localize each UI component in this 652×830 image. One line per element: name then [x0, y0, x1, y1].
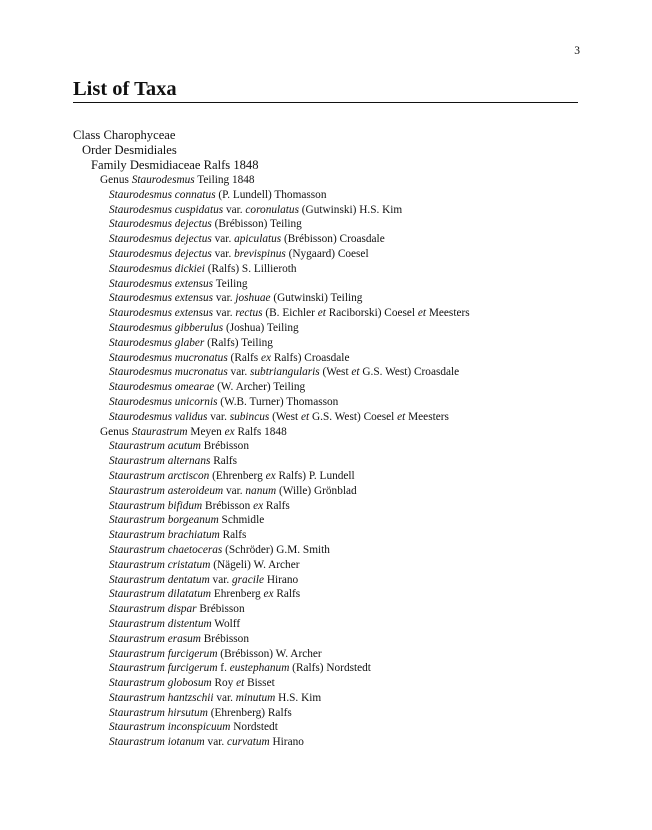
taxon-name-italic: Staurodesmus validus [109, 410, 208, 423]
taxon-text: Order Desmidiales [82, 143, 177, 157]
species-entry [73, 306, 593, 321]
taxon-name-italic: Staurodesmus omearae [109, 381, 215, 394]
species-entry [73, 365, 593, 380]
taxon-text: Nordstedt [230, 721, 278, 734]
taxon-name-italic: Staurastrum acutum [109, 440, 201, 453]
species-entry [73, 587, 593, 602]
taxa-list [73, 128, 593, 750]
taxon-text: G.S. West) Croasdale [359, 366, 460, 379]
species-entry [73, 735, 593, 750]
genus-entry [73, 425, 593, 440]
taxon-name-italic: coronulatus [245, 203, 299, 216]
taxon-text: (Ralfs) Teiling [204, 336, 273, 349]
species-entry [73, 262, 593, 277]
taxon-name-italic: Staurodesmus dejectus [109, 247, 212, 260]
taxon-text: var. [209, 573, 233, 586]
taxon-text: Genus [100, 425, 132, 438]
species-entry [73, 454, 593, 469]
taxon-text: (Gutwinski) Teiling [270, 292, 363, 305]
taxon-name-italic: ex [253, 499, 264, 512]
taxon-name-italic: Staurastrum borgeanum [109, 514, 219, 527]
taxon-name-italic: brevispinus [234, 247, 286, 260]
taxon-text: H.S. Kim [275, 691, 322, 704]
taxon-name-italic: nanum [245, 484, 277, 497]
taxon-name-italic: gracile [232, 573, 265, 586]
taxon-name-italic: subtriangularis [250, 366, 320, 379]
taxon-text: Hirano [264, 573, 299, 586]
species-entry [73, 203, 593, 218]
taxon-name-italic: Staurodesmus [131, 174, 195, 186]
taxon-name-italic: apiculatus [234, 233, 282, 246]
species-entry [73, 691, 593, 706]
taxon-text: (West [319, 366, 352, 379]
taxon-name-italic: Staurastrum chaetoceras [109, 543, 223, 556]
taxon-name-italic: Staurodesmus unicornis [109, 395, 218, 408]
taxon-text: var. [211, 247, 235, 260]
taxon-text: G.S. West) Coesel [309, 410, 398, 423]
species-entry [73, 439, 593, 454]
species-entry [73, 513, 593, 528]
taxon-name-italic: Staurodesmus extensus [109, 277, 214, 290]
taxon-name-italic: Staurastrum erasum [109, 632, 201, 645]
taxon-text: (Ehrenberg) Ralfs [207, 706, 292, 719]
family-entry [73, 158, 593, 173]
taxon-text: Wolff [211, 617, 241, 630]
taxon-text: Ralfs [219, 529, 247, 542]
taxon-text: (Ralfs [227, 351, 261, 364]
species-entry [73, 484, 593, 499]
taxon-name-italic: Staurastrum dentatum [109, 573, 210, 586]
taxon-text: (B. Eichler [262, 307, 318, 320]
taxon-name-italic: ex [261, 351, 272, 364]
species-entry [73, 706, 593, 721]
taxon-name-italic: Staurodesmus cuspidatus [109, 203, 224, 216]
taxon-text: Class Charophyceae [73, 128, 176, 142]
page-title: List of Taxa [73, 78, 177, 100]
taxon-name-italic: Staurodesmus extensus [109, 292, 214, 305]
taxon-text: (Brébisson) Teiling [211, 218, 302, 231]
species-entry [73, 647, 593, 662]
order-entry [73, 143, 593, 158]
taxon-name-italic: et [300, 410, 310, 423]
taxon-name-italic: ex [263, 588, 274, 601]
species-entry [73, 336, 593, 351]
taxon-text: Ralfs [263, 499, 290, 512]
taxon-text: Ralfs [210, 455, 238, 468]
taxon-text: Ralfs) P. Lundell [275, 469, 355, 482]
taxon-name-italic: Staurodesmus dickiei [109, 262, 205, 275]
taxon-text: Teiling [213, 277, 248, 290]
taxon-text: (P. Lundell) Thomasson [215, 188, 327, 201]
taxon-text: f. [217, 662, 230, 675]
taxon-name-italic: minutum [235, 691, 276, 704]
taxon-name-italic: subincus [229, 410, 270, 423]
taxon-name-italic: curvatum [227, 736, 270, 749]
taxon-text: var. [223, 484, 246, 497]
taxon-name-italic: Staurodesmus glaber [109, 336, 205, 349]
taxon-text: Schmidle [218, 514, 265, 527]
taxon-text: (Ralfs) Nordstedt [289, 662, 371, 675]
taxon-text: (Gutwinski) H.S. Kim [298, 203, 403, 216]
taxon-text: Meyen [187, 425, 225, 438]
taxon-text: (W. Archer) Teiling [214, 381, 306, 394]
taxon-text: var. [223, 203, 246, 216]
species-entry [73, 676, 593, 691]
taxon-name-italic: et [397, 410, 406, 423]
genus-entry [73, 173, 593, 188]
taxon-name-italic: Staurodesmus gibberulus [109, 321, 224, 334]
taxon-text: (West [269, 410, 301, 423]
taxon-text: (Brébisson) Croasdale [281, 233, 385, 246]
species-entry [73, 277, 593, 292]
taxon-text: (Brébisson) W. Archer [217, 647, 322, 660]
taxon-name-italic: joshuae [235, 292, 271, 305]
taxon-text: (Schröder) G.M. Smith [222, 543, 330, 556]
taxon-name-italic: Staurastrum dilatatum [109, 588, 211, 601]
taxon-text: Genus [100, 174, 132, 186]
taxon-text: Ralfs 1848 [234, 425, 287, 438]
taxon-name-italic: Staurastrum globosum [109, 677, 212, 690]
taxon-name-italic: Staurodesmus connatus [109, 188, 216, 201]
taxon-text: Bisset [244, 677, 275, 690]
taxon-text: Ehrenberg [211, 588, 264, 601]
taxon-name-italic: Staurodesmus mucronatus [109, 351, 228, 364]
taxon-name-italic: Staurastrum [131, 425, 188, 438]
taxon-text: (Nygaard) Coesel [285, 247, 369, 260]
class-entry [73, 128, 593, 143]
taxon-text: Hirano [269, 736, 304, 749]
species-entry [73, 602, 593, 617]
species-entry [73, 247, 593, 262]
taxon-text: Brébisson [200, 632, 249, 645]
species-entry [73, 321, 593, 336]
taxon-name-italic: Staurodesmus dejectus [109, 218, 212, 231]
species-entry [73, 232, 593, 247]
taxon-text: Brébisson [202, 499, 254, 512]
taxon-text: (Wille) Grönblad [276, 484, 357, 497]
taxon-text: Meesters [405, 410, 449, 423]
taxon-text: Ralfs) Croasdale [271, 351, 350, 364]
species-entry [73, 188, 593, 203]
species-entry [73, 720, 593, 735]
taxon-name-italic: eustephanum [229, 662, 290, 675]
taxon-name-italic: ex [224, 425, 235, 438]
taxon-name-italic: et [236, 677, 245, 690]
taxon-name-italic: Staurastrum furcigerum [109, 647, 218, 660]
species-entry [73, 558, 593, 573]
taxon-text: Brébisson [196, 603, 245, 616]
taxon-name-italic: Staurastrum cristatum [109, 558, 211, 571]
taxon-text: var. [213, 292, 236, 305]
taxon-text: (Joshua) Teiling [223, 321, 299, 334]
taxon-name-italic: Staurastrum asteroideum [109, 484, 224, 497]
taxon-text: Family Desmidiaceae Ralfs 1848 [91, 158, 259, 172]
taxon-text: (Ralfs) S. Lillieroth [204, 262, 297, 275]
species-entry [73, 410, 593, 425]
taxon-text: Ralfs [273, 588, 301, 601]
taxon-name-italic: Staurastrum brachiatum [109, 529, 220, 542]
species-entry [73, 661, 593, 676]
taxon-text: var. [204, 736, 228, 749]
taxon-text: Brébisson [200, 440, 249, 453]
species-entry [73, 217, 593, 232]
taxon-text: (Ehrenberg [209, 469, 266, 482]
title-rule [73, 102, 578, 103]
taxon-name-italic: Staurastrum alternans [109, 455, 211, 468]
taxon-text: var. [213, 691, 236, 704]
taxon-name-italic: Staurodesmus dejectus [109, 233, 212, 246]
taxon-name-italic: Staurastrum hirsutum [109, 706, 208, 719]
taxon-text: Teiling 1848 [194, 174, 255, 186]
species-entry [73, 469, 593, 484]
species-entry [73, 380, 593, 395]
taxon-text: var. [227, 366, 251, 379]
species-entry [73, 543, 593, 558]
species-entry [73, 499, 593, 514]
species-entry [73, 351, 593, 366]
taxon-name-italic: Staurastrum furcigerum [109, 662, 218, 675]
taxon-name-italic: ex [265, 469, 276, 482]
taxon-text: Meesters [426, 307, 470, 320]
taxon-text: (Nägeli) W. Archer [210, 558, 300, 571]
taxon-name-italic: Staurodesmus mucronatus [109, 366, 228, 379]
taxon-name-italic: Staurastrum hantzschii [109, 691, 214, 704]
species-entry [73, 291, 593, 306]
species-entry [73, 395, 593, 410]
taxon-text: Raciborski) Coesel [325, 307, 418, 320]
taxon-text: Roy [211, 677, 237, 690]
species-entry [73, 617, 593, 632]
taxon-name-italic: Staurastrum arctiscon [109, 469, 210, 482]
taxon-text: var. [207, 410, 230, 423]
taxon-name-italic: et [351, 366, 360, 379]
species-entry [73, 573, 593, 588]
page-number: 3 [574, 45, 580, 57]
species-entry [73, 528, 593, 543]
taxon-name-italic: Staurastrum inconspicuum [109, 721, 231, 734]
taxon-text: var. [213, 307, 236, 320]
taxon-name-italic: Staurodesmus extensus [109, 307, 214, 320]
taxon-name-italic: et [417, 307, 427, 320]
taxon-name-italic: Staurastrum distentum [109, 617, 212, 630]
taxon-name-italic: Staurastrum dispar [109, 603, 197, 616]
taxon-text: (W.B. Turner) Thomasson [217, 395, 339, 408]
taxon-name-italic: et [317, 307, 326, 320]
species-entry [73, 632, 593, 647]
taxon-text: var. [211, 233, 235, 246]
taxon-name-italic: Staurastrum iotanum [109, 736, 205, 749]
taxon-name-italic: rectus [235, 307, 263, 320]
taxon-name-italic: Staurastrum bifidum [109, 499, 203, 512]
